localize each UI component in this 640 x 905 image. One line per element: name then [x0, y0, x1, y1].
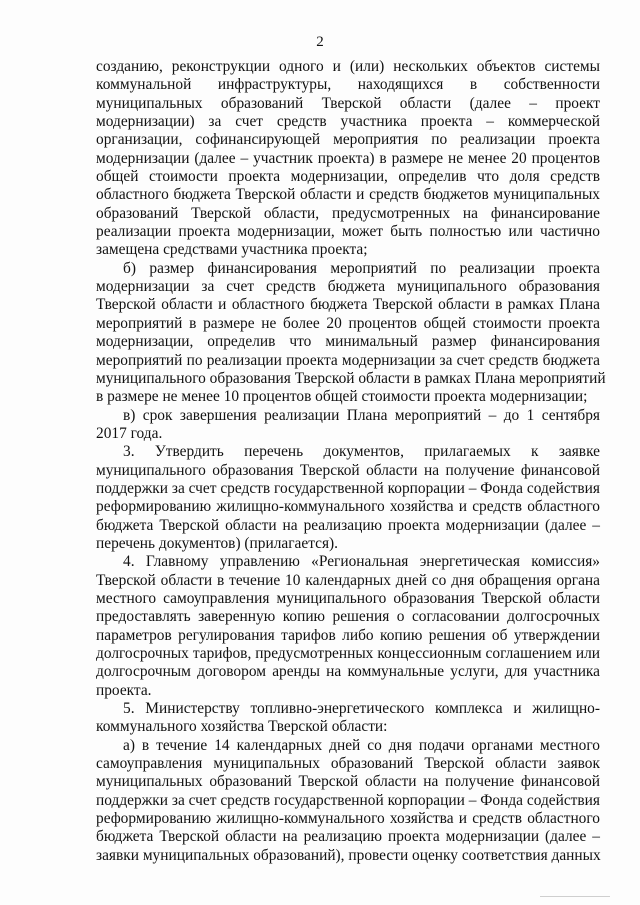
- text-line: замещена средствами участника проекта;: [96, 241, 368, 259]
- text-line: коммунального хозяйства Тверской области:: [96, 718, 388, 736]
- text-line: муниципальных образований Тверской области на получение финансовой: [96, 773, 600, 791]
- text-line: модернизации за счет средств бюджета муниципального образования: [96, 278, 600, 296]
- document-body: [96, 58, 606, 865]
- text-line: модернизации) за счет средств участника проекта – коммерческой: [96, 113, 600, 131]
- text-line: мероприятий в размере не более 20 процентов общей стоимости проекта: [96, 314, 600, 332]
- text-line: образований Тверской области, предусмотренных на финансирование: [96, 204, 600, 222]
- text-line: реализации проекта модернизации, может быть полностью или частично: [96, 223, 600, 241]
- text-line: 4. Главному управлению «Региональная энергетическая комиссия»: [123, 553, 600, 571]
- text-line: модернизации, определив что минимальный размер финансирования: [96, 333, 600, 351]
- text-line: бюджета Тверской области на реализацию проекта модернизации (далее –: [96, 516, 600, 534]
- text-line: перечень документов) (прилагается).: [96, 534, 339, 552]
- text-line: организации, софинансирующей мероприятия по реализации проекта: [96, 131, 600, 149]
- text-line: поддержки за счет средств государственной корпорации – Фонда содействия: [96, 791, 600, 809]
- text-line: поддержки за счет средств государственной корпорации – Фонда содействия: [96, 479, 600, 497]
- text-line: долгосрочных тарифов, предусмотренных концессионным соглашением или: [96, 645, 600, 662]
- text-line: мероприятий по реализации проекта модернизации за счет средств бюджета: [96, 351, 600, 369]
- text-line: бюджета Тверской области на реализацию проекта модернизации (далее –: [96, 828, 600, 846]
- text-line: реформированию жилищно-коммунального хозяйства и средств областного: [96, 498, 600, 516]
- text-line: местного самоуправления муниципального образования Тверской области: [96, 589, 600, 607]
- text-line: модернизации (далее – участник проекта) в размере не менее 20 процентов: [96, 149, 600, 167]
- text-line: проекта.: [96, 681, 152, 699]
- scan-artifact: [540, 896, 610, 897]
- text-line: параметров регулирования тарифов либо копию решения об утверждении: [96, 626, 600, 644]
- page-number: 2: [316, 34, 324, 50]
- text-line: а) в течение 14 календарных дней со дня подачи органами местного: [123, 736, 600, 754]
- text-line: муниципальных образований Тверской области (далее – проект: [96, 94, 600, 112]
- text-line: коммунальной инфраструктуры, находящихся в собственности: [96, 76, 600, 94]
- text-line: б) размер финансирования мероприятий по реализации проекта: [123, 259, 600, 277]
- text-line: областного бюджета Тверской области и средств бюджетов муниципальных: [96, 186, 600, 204]
- text-line: заявки муниципальных образований), провести оценку соответствия данных: [96, 846, 601, 864]
- text-line: в размере не менее 10 процентов общей стоимости проекта модернизации;: [96, 388, 588, 406]
- text-line: Тверской области в течение 10 календарных дней со дня обращения органа: [96, 571, 600, 589]
- text-line: реформированию жилищно-коммунального хозяйства и средств областного: [96, 810, 600, 828]
- text-line: общей стоимости проекта модернизации, определив что доля средств: [96, 168, 600, 186]
- text-line: Тверской области и областного бюджета Тверской области в рамках Плана: [96, 296, 600, 314]
- text-line: муниципального образования Тверской области в рамках Плана мероприятий: [96, 369, 606, 387]
- text-line: 2017 года.: [96, 424, 163, 442]
- text-line: муниципального образования Тверской области на получение финансовой: [96, 461, 600, 479]
- text-line: в) срок завершения реализации Плана мероприятий – до 1 сентября: [123, 406, 600, 424]
- text-line: предоставлять заверенную копию решения о согласовании долгосрочных: [96, 608, 600, 626]
- text-line: самоуправления муниципальных образований Тверской области заявок: [96, 755, 600, 773]
- text-line: 5. Министерству топливно-энергетического комплекса и жилищно-: [123, 700, 600, 718]
- text-line: созданию, реконструкции одного и (или) нескольких объектов системы: [96, 58, 600, 75]
- text-line: долгосрочным договором аренды на коммунальные услуги, для участника: [96, 663, 600, 681]
- text-line: 3. Утвердить перечень документов, прилагаемых к заявке: [123, 443, 600, 461]
